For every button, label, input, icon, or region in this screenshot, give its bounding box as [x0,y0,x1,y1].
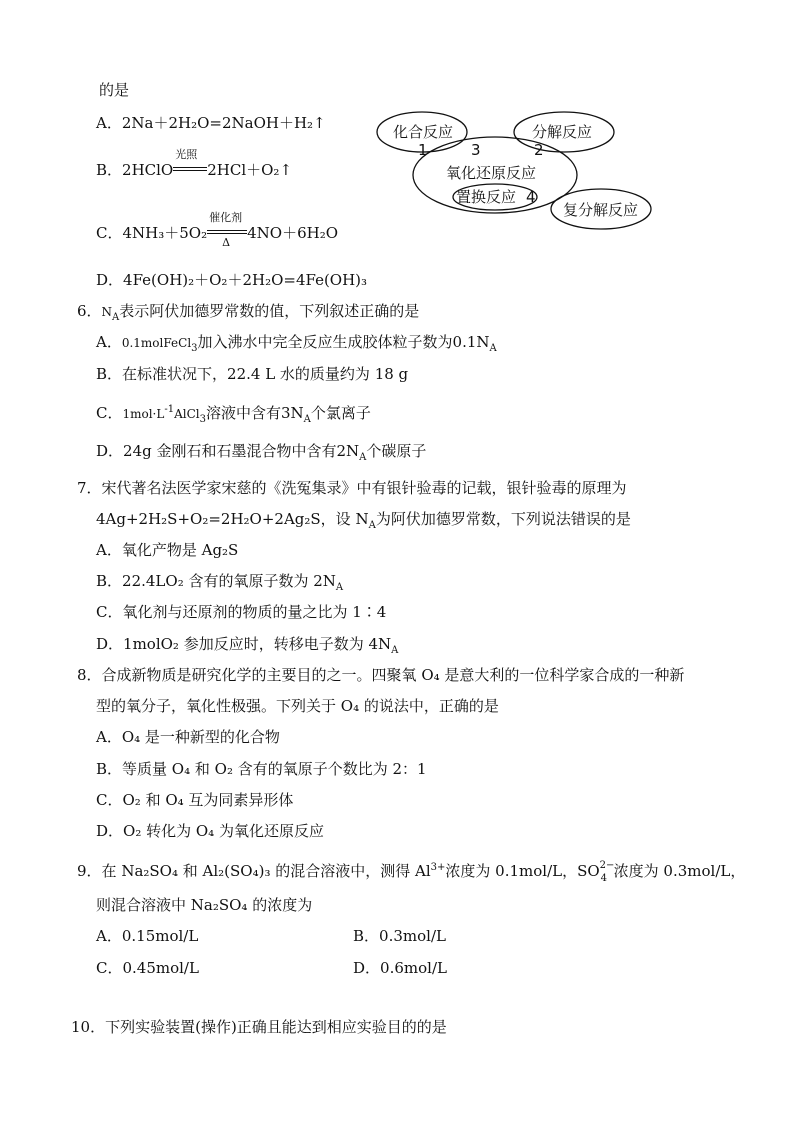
q6-option-d [96,441,426,468]
q10-stem [71,1017,447,1037]
equation-right: 4NO＋6H₂O [247,224,339,242]
option-text: 24g 金刚石和石墨混合物中含有2N [123,442,360,460]
q7-option-c [96,602,386,622]
label-combination: 化合反应 [393,123,454,141]
q7-stem-line1 [77,478,627,498]
q9-stem-line1 [77,858,746,884]
question-text: 为阿伏加德罗常数，下列说法错误的是 [375,510,631,528]
subscript: A [391,645,399,656]
option-text: 2Na＋2H₂O=2NaOH＋H₂↑ [121,114,326,132]
option-label: D． [353,959,381,977]
option-text: 1molO₂ 参加反应时，转移电子数为 4N [123,635,392,653]
q5-option-b [96,148,293,180]
option-label: C． [96,224,123,242]
label-redox: 氧化还原反应 [446,164,537,182]
q9-option-d [353,958,447,978]
reaction-arrow [173,148,207,175]
option-label: C． [96,791,123,809]
q6-option-b [96,364,408,384]
option-label: A． [96,333,122,351]
subscript: 4 [600,873,608,884]
option-text: O₂ 转化为 O₄ 为氧化还原反应 [123,822,324,840]
option-text: 溶液中含有3N [206,404,304,422]
question-text: 表示阿伏加德罗常数的值，下列叙述正确的是 [119,302,420,320]
option-text: O₂ 和 O₄ 互为同素异形体 [122,791,294,809]
superscript: 3+ [430,862,446,873]
option-text: 22.4LO₂ 含有的氧原子数为 2N [122,572,336,590]
q9-option-a [96,926,198,946]
q7-stem-line2 [96,509,631,536]
option-label: A． [96,541,122,559]
option-text: 个碳原子 [366,442,427,460]
option-label: D． [96,271,124,289]
option-label: C． [96,959,123,977]
q9-stem-line2: 则混合溶液中 Na₂SO₄ 的浓度为 [96,896,313,914]
q6-stem [77,301,419,328]
q5-option-a [96,113,326,133]
label-n3: 3 [471,141,481,159]
q7-option-b [96,571,343,598]
q8-option-c [96,790,293,810]
double-line [207,230,247,234]
question-text: 在 Na₂SO₄ 和 Al₂(SO₄)₃ 的混合溶液中，测得 Al [101,862,431,880]
subscript: A [489,343,497,354]
q7-option-d [96,634,398,661]
option-text: 0.6mol/L [380,959,447,977]
superscript: -1 [164,404,175,415]
q8-option-b [96,759,427,779]
question-text: 合成新物质是研究化学的主要目的之一。四聚氧 O₄ 是意大利的一位科学家合成的一种新 [101,666,685,684]
reaction-condition: 光照 [175,148,198,161]
option-text: 0.3mol/L [379,927,446,945]
option-label: B． [96,572,123,590]
question-number: 6． [77,302,102,320]
q9-option-b [353,926,446,946]
option-label: D． [96,635,124,653]
reaction-arrow [207,211,247,249]
option-text: O₄ 是一种新型的化合物 [121,728,280,746]
question-text: 4Ag+2H₂S+O₂=2H₂O+2Ag₂S，设 N [96,510,369,528]
option-text: 在标准状况下，22.4 L 水的质量约为 18 g [122,365,409,383]
symbol: N [101,305,113,319]
option-text: 1mol·L [122,407,165,421]
option-label: C． [96,603,123,621]
option-label: C． [96,404,123,422]
label-n4: 4 [526,188,536,206]
option-label: B． [96,161,123,179]
q6-option-a [96,332,497,359]
question-text: 下列实验装置(操作)正确且能达到相应实验目的的是 [105,1018,447,1036]
equation-left: 2HClO [122,161,174,179]
label-n1: 1 [418,141,428,159]
option-text: 等质量 O₄ 和 O₂ 含有的氧原子个数比为 2：1 [122,760,427,778]
double-line [173,167,207,171]
option-text: 个氯离子 [310,404,371,422]
q8-option-a [96,727,280,747]
question-text: 宋代著名法医学家宋慈的《洗冤集录》中有银针验毒的记载，银针验毒的原理为 [101,479,627,497]
option-label: B． [353,927,380,945]
equation-left: 4NH₃＋5O₂ [122,224,208,242]
option-label: A． [96,927,122,945]
equation-right: 2HCl＋O₂↑ [207,161,293,179]
option-label: D． [96,822,124,840]
option-label: B． [96,760,123,778]
option-text: 0.15mol/L [121,927,199,945]
label-double-decomposition: 复分解反应 [563,201,639,219]
question-number: 9． [77,862,102,880]
option-label: A． [96,114,122,132]
question-number: 7． [77,479,102,497]
label-decomposition: 分解反应 [532,123,593,141]
reaction-condition: 催化剂 [209,211,243,224]
reaction-condition-bottom: Δ [222,236,231,249]
option-label: D． [96,442,124,460]
subscript: A [368,520,376,531]
superscript: 2− [599,860,615,871]
question-text: 浓度为 0.3mol/L， [613,862,746,880]
q5-stem-tail: 的是 [99,81,130,99]
subscript: A [335,582,344,593]
reaction-type-venn-diagram [374,110,654,238]
option-text: 0.1molFeCl [121,336,192,350]
subscript: 3 [199,414,206,425]
question-text: 浓度为 0.1mol/L，SO [445,862,600,880]
q9-option-c [96,958,199,978]
question-number: 10． [71,1018,106,1036]
q8-option-d [96,821,324,841]
subscript: 3 [191,343,198,354]
q5-option-c [96,211,339,249]
option-text: 0.45mol/L [122,959,199,977]
question-number: 8． [77,666,102,684]
label-displacement: 置换反应 [456,188,517,206]
option-text: 加入沸水中完全反应生成胶体粒子数为0.1N [197,333,490,351]
q7-option-a [96,540,238,560]
option-text: 氧化剂与还原剂的物质的量之比为 1∶4 [122,603,387,621]
subscript: A [112,312,120,323]
option-text: 4Fe(OH)₂＋O₂＋2H₂O=4Fe(OH)₃ [123,271,368,289]
subscript: A [303,414,311,425]
option-text: 氧化产物是 Ag₂S [121,541,239,559]
q8-stem-line1 [77,665,684,685]
ion-charge [599,860,615,884]
option-label: A． [96,728,122,746]
q8-stem-line2: 型的氧分子，氧化性极强。下列关于 O₄ 的说法中，正确的是 [96,697,499,715]
subscript: A [359,452,367,463]
q6-option-c [96,400,371,430]
label-n2: 2 [534,141,544,159]
option-text: AlCl [174,407,200,421]
q5-option-d [96,270,367,290]
option-label: B． [96,365,123,383]
